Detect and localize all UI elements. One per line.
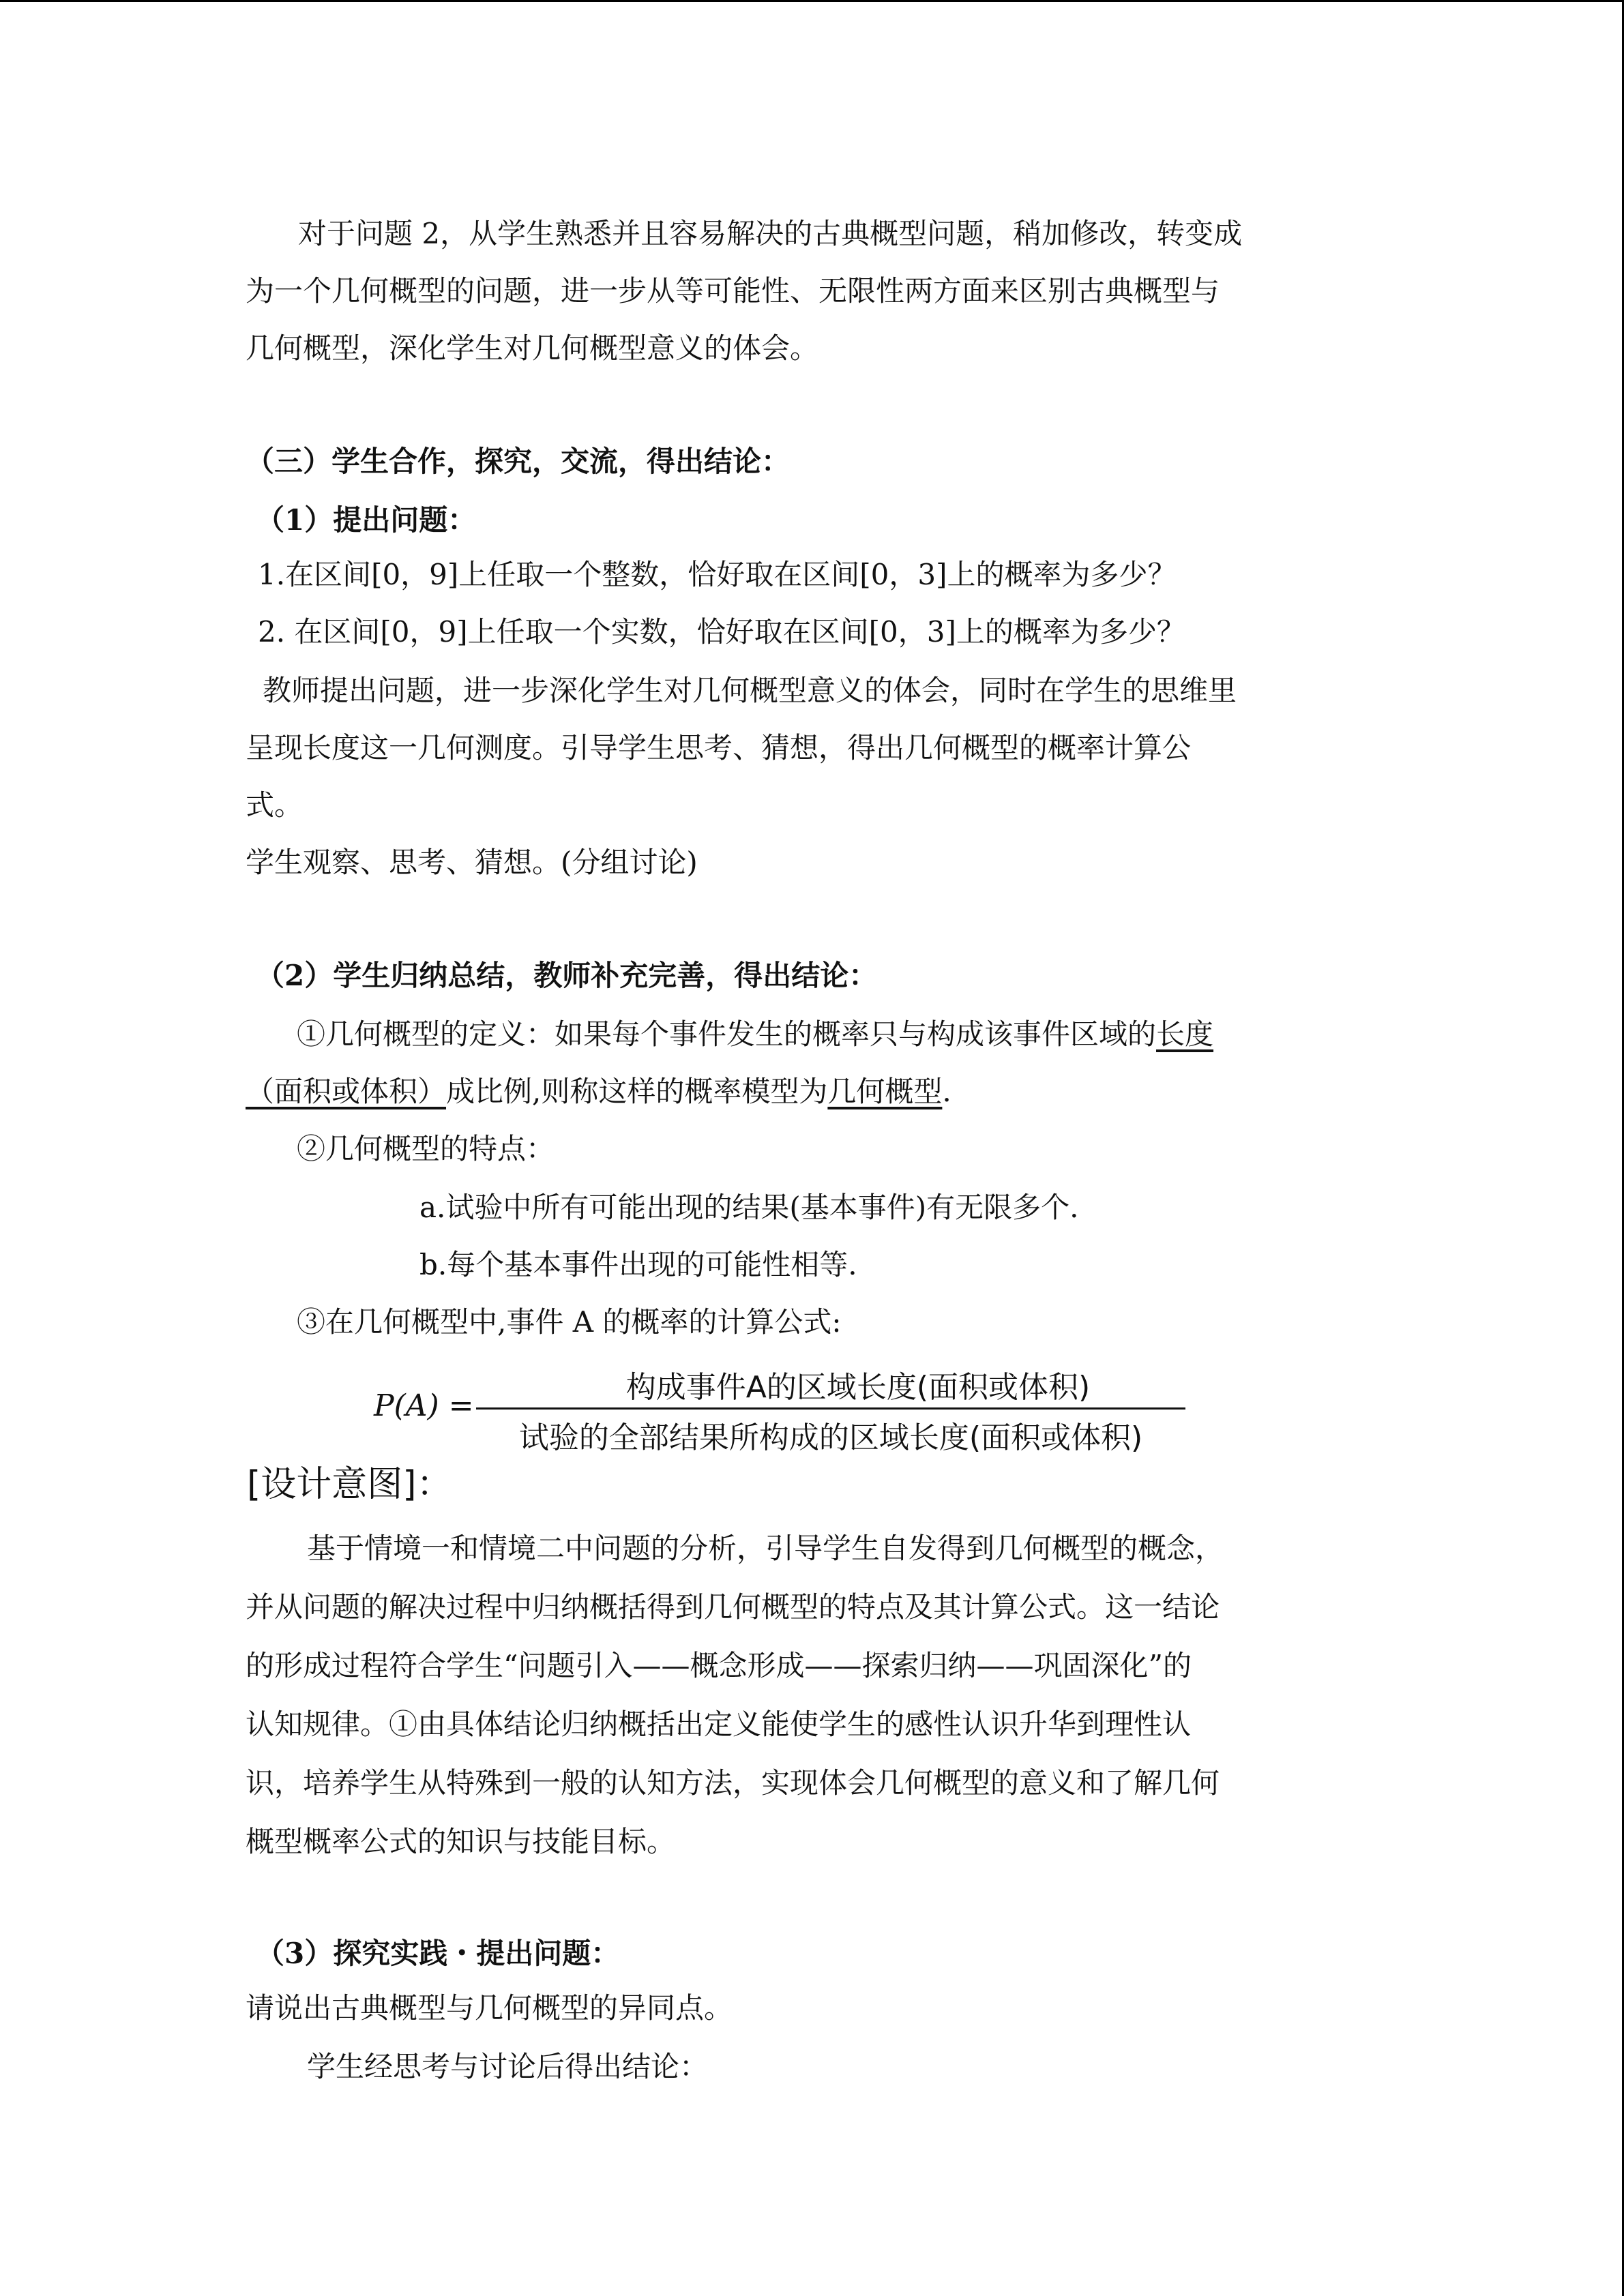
paragraph-line: 请说出古典概型与几何概型的异同点。 — [246, 1991, 733, 2025]
paragraph-line: 对于问题 2，从学生熟悉并且容易解决的古典概型问题，稍加修改，转变成 — [298, 217, 1243, 250]
subsection-heading: （3）探究实践・提出问题： — [256, 1937, 620, 1970]
subsection-heading: （2）学生归纳总结，教师补充完善，得出结论： — [256, 959, 878, 992]
definition-line — [297, 1015, 1213, 1054]
probability-formula — [374, 1362, 1179, 1455]
paragraph-line: 教师提出问题，进一步深化学生对几何概型意义的体会，同时在学生的思维里 — [263, 674, 1237, 707]
feature-item: a.试验中所有可能出现的结果(基本事件)有无限多个. — [419, 1191, 1079, 1224]
feature-item: b.每个基本事件出现的可能性相等. — [419, 1248, 857, 1281]
paragraph-line: 学生经思考与讨论后得出结论： — [307, 2050, 709, 2083]
underlined-term: （面积或体积） — [246, 1075, 447, 1108]
paragraph-line: 识，培养学生从特殊到一般的认知方法，实现体会几何概型的意义和了解几何 — [246, 1766, 1220, 1800]
paragraph-line: 的形成过程符合学生“问题引入——概念形成——探索归纳——巩固深化”的 — [246, 1649, 1192, 1682]
formula-denominator: 试验的全部结果所构成的区域长度(面积或体积) — [518, 1420, 1143, 1455]
question-item: 2. 在区间[0，9]上任取一个实数，恰好取在区间[0，3]上的概率为多少？ — [258, 615, 1185, 648]
formula-title: ③在几何概型中,事件 A 的概率的计算公式: — [297, 1305, 842, 1339]
paragraph-line: 认知规律。①由具体结论归纳概括出定义能使学生的感性认识升华到理性认 — [246, 1708, 1192, 1741]
fraction-bar — [476, 1407, 1185, 1410]
definition-text: . — [942, 1075, 951, 1108]
design-intent-title: [设计意图]： — [247, 1464, 452, 1505]
paragraph-line: 学生观察、思考、猜想。(分组讨论) — [246, 846, 698, 879]
paragraph-line: 式。 — [246, 788, 304, 822]
section-heading: （三）学生合作，探究，交流，得出结论： — [246, 445, 791, 478]
features-title: ②几何概型的特点： — [297, 1132, 555, 1165]
definition-text: ①几何概型的定义：如果每个事件发生的概率只与构成该事件区域的 — [297, 1017, 1157, 1051]
paragraph-line: 呈现长度这一几何测度。引导学生思考、猜想，得出几何概型的概率计算公 — [246, 731, 1192, 764]
paragraph-line: 并从问题的解决过程中归纳概括得到几何概型的特点及其计算公式。这一结论 — [246, 1590, 1220, 1624]
subsection-heading: （1）提出问题： — [256, 503, 477, 537]
definition-text: 成比例,则称这样的概率模型为 — [446, 1075, 828, 1108]
question-item: 1.在区间[0，9]上任取一个整数，恰好取在区间[0，3]上的概率为多少？ — [258, 558, 1177, 591]
underlined-term: 几何概型 — [827, 1075, 943, 1108]
underlined-term: 长度 — [1156, 1017, 1214, 1051]
formula-lhs: P(A) = — [374, 1388, 474, 1423]
definition-line — [246, 1073, 951, 1111]
paragraph-line: 概型概率公式的知识与技能目标。 — [246, 1825, 676, 1858]
paragraph-line: 为一个几何概型的问题，进一步从等可能性、无限性两方面来区别古典概型与 — [246, 274, 1220, 308]
formula-numerator: 构成事件A的区域长度(面积或体积) — [625, 1370, 1091, 1405]
paragraph-line: 几何概型，深化学生对几何概型意义的体会。 — [246, 331, 819, 365]
paragraph-line: 基于情境一和情境二中问题的分析，引导学生自发得到几何概型的概念， — [307, 1532, 1224, 1565]
